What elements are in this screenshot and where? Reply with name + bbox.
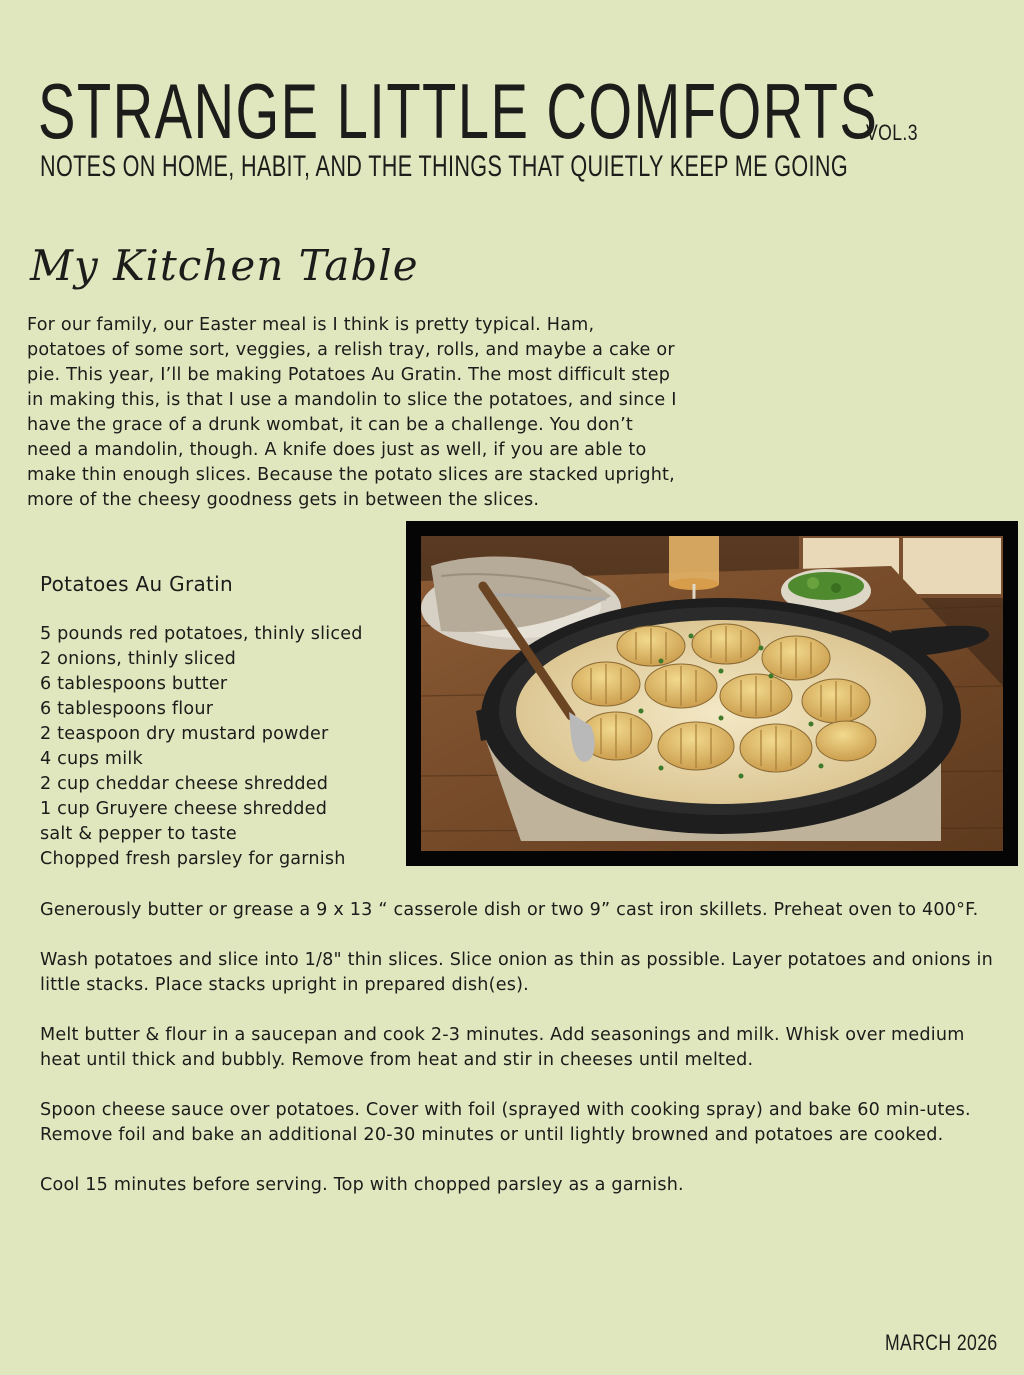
section-heading: My Kitchen Table [30,241,419,290]
ingredient-item: 2 onions, thinly sliced [40,649,237,669]
volume-label: VOL.3 [866,120,918,145]
recipe-steps [40,898,995,1223]
magazine-title: STRANGE LITTLE COMFORTS [38,67,879,155]
ingredient-item: salt & pepper to taste [40,824,237,844]
ingredient-item: 4 cups milk [40,749,143,769]
ingredient-item: 1 cup Gruyere cheese shredded [40,799,328,819]
recipe-step: Cool 15 minutes before serving. Top with chopped parsley as a garnish. [40,1175,684,1195]
ingredient-item: 2 cup cheddar cheese shredded [40,774,329,794]
recipe-step: Spoon cheese sauce over potatoes. Cover with foil (sprayed with cooking spray) and bake 60 min-utes. Remove foil and bake an additional 20-30 minutes or until lightly browned and potatoes are cooked. [40,1100,971,1145]
intro-paragraph: For our family, our Easter meal is I think is pretty typical. Ham, potatoes of some sort, veggies, a relish tray, rolls, and maybe a cake or pie. This year, I’ll be making Potatoes Au Gratin. The most difficult step in making this, is that I use a mandolin to slice the potatoes, and since I have the grace of a drunk wombat, it can be a challenge. You don’t need a mandolin, though. A knife does just as well, if you are able to make thin enough slices. Because the potato slices are stacked upright, more of the cheesy goodness gets in between the slices. [27,315,677,510]
ingredient-item: 2 teaspoon dry mustard powder [40,724,329,744]
magazine-subtitle: NOTES ON HOME, HABIT, AND THE THINGS THAT QUIETLY KEEP ME GOING [40,150,849,183]
recipe-photo [421,536,1003,851]
recipe-step: Generously butter or grease a 9 x 13 “ casserole dish or two 9” cast iron skillets. Preheat oven to 400°F. [40,900,979,920]
recipe-title: Potatoes Au Gratin [40,572,234,596]
recipe-step: Melt butter & flour in a saucepan and cook 2-3 minutes. Add seasonings and milk. Whisk over medium heat until thick and bubbly. Remove from heat and stir in cheeses until melted. [40,1025,965,1070]
ingredient-item: 6 tablespoons butter [40,674,228,694]
recipe-step: Wash potatoes and slice into 1/8" thin slices. Slice onion as thin as possible. Layer potatoes and onions in little stacks. Place stacks upright in prepared dish(es). [40,950,993,995]
ingredient-item: Chopped fresh parsley for garnish [40,849,346,869]
ingredient-item: 5 pounds red potatoes, thinly sliced [40,624,363,644]
ingredient-item: 6 tablespoons flour [40,699,214,719]
issue-date: MARCH 2026 [885,1330,998,1355]
recipe-photo-frame [406,521,1018,866]
ingredient-list [40,622,400,872]
